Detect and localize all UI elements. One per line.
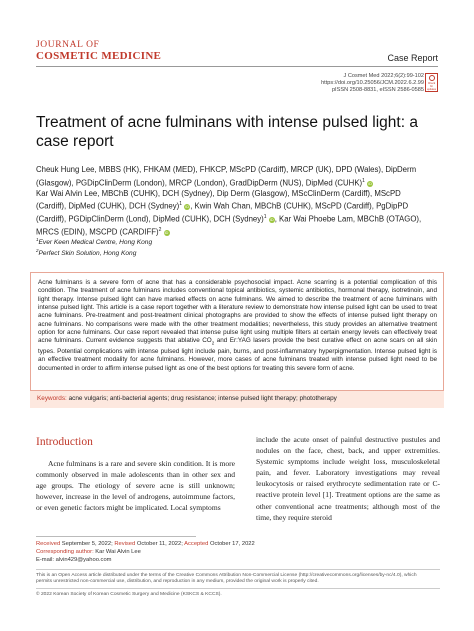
- abstract-text-a: Acne fulminans is a severe form of acne that has a considerable psychosocial impact. Acne scarring is a potential complication of this condition. The treatment of acne fulminans includes conventional topical antibiotics, systemic antibiotics, hormonal therapy, isotretinoin, and light therapy. Intense pulsed light can have marked effects on acne fulminans. We aimed to describe the treatment of acne fulminans with intense pulsed light. This article is a case report together with a literature review to demonstrate how intense pulsed light can be used to treat acne fulminans. Pre-treatment and post-treatment clinical photographs are provided to show the effects of intense pulsed light therapy on acne fulminans. No comparisons were made with the other treatment modalities; nevertheless, this study provides an alternative treatment option for acne fulminans. Our case report revealed that intense pulse light using multiple filters at certain energy levels can effectively treat acne fulminans. Current evidence suggests that ablative CO: [38, 279, 437, 345]
- abstract-box: [30, 272, 444, 391]
- license-line-1: This is an Open Access article distributed under the terms of the Creative Commons Attribution Non-Commercial License (http://creativecommons.org/licenses/by-nc/4.0), which: [36, 573, 417, 578]
- copyright-divider: [36, 588, 440, 589]
- keywords-box: [30, 391, 444, 408]
- introduction-left-column: Acne fulminans is a rare and severe skin condition. It is more commonly observed in male adolescents than in other sex and age groups. The etiology of severe acne is still unknown; however, increase in the level of androgens, autoimmune factors, or even genetic factors might be implicated. Local symptoms: [36, 459, 235, 513]
- citation-journal: J Cosmet Med 2022;6(2):99-102: [343, 73, 424, 79]
- journal-name-line1: JOURNAL OF: [36, 40, 100, 50]
- journal-name-line2: COSMETIC MEDICINE: [36, 50, 162, 62]
- introduction-right-column: include the acute onset of painful destructive pustules and nodules on the face, chest, back, and upper extremities. Systemic symptoms include weight loss, musculoskeletal pain, and fever. Laboratory investigations may reveal leukocytosis or raised erythrocyte sedimentation rate or C-reactive protein level [1]. Treatment options are the same as other conventional acne treatments; although most of the time, they require steroid: [256, 435, 440, 522]
- orcid-icon[interactable]: iD: [185, 204, 190, 210]
- footnote-divider: [36, 536, 196, 537]
- citation-doi-link[interactable]: https://doi.org/10.25056/JCM.2022.6.2.99: [321, 80, 424, 87]
- citation-issn: pISSN 2508-8831, eISSN 2586-0585: [331, 87, 424, 94]
- check-for-updates-badge[interactable]: [425, 73, 438, 92]
- keywords-text: acne vulgaris; anti-bacterial agents; drug resistance; intense pulsed light therapy; phototherapy: [66, 395, 337, 402]
- check-for-updates-label: Check for updates: [426, 81, 437, 91]
- abstract-subscript: 2: [211, 340, 215, 346]
- update-icon: [429, 75, 435, 81]
- copyright-notice: © 2022 Korean Society of Korean Cosmetic Surgery and Medicine (KSKCS & KCCS).: [36, 592, 222, 597]
- header-divider: [36, 66, 438, 67]
- license-line-2: permits unrestricted non-commercial use, distribution, and reproduction in any medium, provided the original work is properly cited.: [36, 579, 319, 584]
- author-line-3: Kar Wai Alvin Lee, MBChB (CUHK), DCH (Sydney), Dip Derm (Glasgow), MScClinDerm (Cardiff), MScPD: [36, 188, 401, 198]
- author-line-6: MRCS (EDIN), MSCPD (CARDIFF)$^2$ iD: [36, 227, 169, 237]
- author-line-2: (Glasgow), PGDipClinDerm (London), MRCP (London), GradDipDerm (NUS), DipMed (CUHK)$^1$ iD: [36, 177, 372, 188]
- article-type: Case Report: [387, 53, 438, 63]
- author-line-4: (Cardiff), DipMed (CUHK), DCH (Sydney)$^1$ iD, Kwin Wah Chan, MBChB (CUHK), MScPD (Cardiff), PgDipPD: [36, 201, 409, 211]
- keywords-label: Keywords:: [37, 395, 67, 402]
- orcid-icon[interactable]: iD: [368, 180, 372, 186]
- received-dates: Received September 5, 2022; Revised October 11, 2022; Accepted October 17, 2022: [36, 541, 255, 547]
- abstract-text-b: and Er:YAG lasers provide the best curative effect on acne scars on all skin types. Potential complications with intense pulsed light include pain, burns, and post-inflammatory hyperpigmentation. Intense pulsed light is an effective treatment modality for acne fulminans. However, more cases of acne fulminans treated with intense pulsed light need to be documented in order to affirm intense pulsed light as one of the best options for treating this severe form of acne.: [38, 337, 437, 372]
- author-line-1: Cheuk Hung Lee, MBBS (HK), FHKAM (MED), FHKCP, MScPD (Cardiff), MRCP (UK), DPD (Wales), DipDerm: [36, 165, 417, 174]
- affiliations: [36, 236, 152, 259]
- author-line-5: (Cardiff), PGDipClinDerm (Lond), DipMed (CUHK), DCH (Sydney)$^1$ iD, Kar Wai Phoebe Lam, MBChB (OTAGO),: [36, 214, 422, 224]
- citation-block: [321, 73, 424, 95]
- license-divider: [36, 569, 440, 570]
- author-list: [36, 165, 446, 238]
- corresponding-author: Corresponding author: Kar Wai Alvin Lee: [36, 549, 141, 555]
- author-email: E-mail: alvin429@yahoo.com: [36, 557, 112, 563]
- article-title: Treatment of acne fulminans with intense pulsed light: a case report: [36, 114, 418, 150]
- orcid-icon[interactable]: iD: [164, 230, 169, 236]
- affiliation-2: $^2$Perfect Skin Solution, Hong Kong: [36, 248, 137, 258]
- introduction-heading: Introduction: [36, 436, 93, 448]
- affiliation-1: $^1$Ever Keen Medical Centre, Hong Kong: [36, 237, 153, 247]
- email-link[interactable]: alvin429@yahoo.com: [54, 557, 112, 563]
- orcid-icon[interactable]: iD: [269, 217, 274, 223]
